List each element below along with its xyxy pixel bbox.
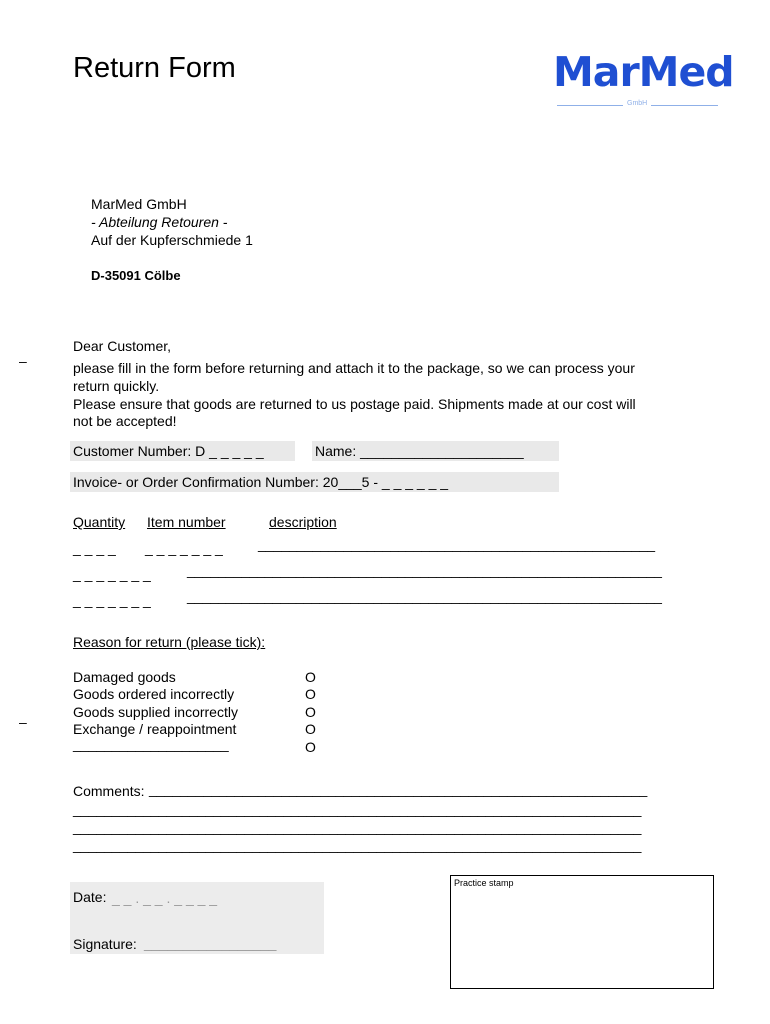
reason-checkbox-damaged[interactable]: O xyxy=(305,669,316,685)
logo-divider-left xyxy=(557,105,623,106)
reason-label-damaged: Damaged goods xyxy=(73,669,176,685)
row-3-description[interactable]: _____________________________________________________________ xyxy=(187,588,662,604)
row-1-item-number[interactable]: _ _ _ _ _ _ _ xyxy=(145,540,223,556)
signature-field[interactable]: _________________ xyxy=(144,935,277,951)
instruction-line-1: please fill in the form before returning and attach it to the package, so we can process your xyxy=(73,360,635,376)
comments-line-2[interactable]: _________________________________________________________________________ xyxy=(73,801,642,817)
row-2-description[interactable]: _____________________________________________________________ xyxy=(187,562,662,578)
practice-stamp-box xyxy=(450,875,714,989)
comments-line-first[interactable]: ________________________________________________________________ xyxy=(149,781,648,797)
comments-label: Comments: xyxy=(73,783,145,799)
logo-subtext: GmbH xyxy=(627,100,648,107)
customer-number-field[interactable]: Customer Number: D _ _ _ _ _ xyxy=(70,441,295,461)
row-3-quantity[interactable]: _ _ _ _ _ _ _ xyxy=(73,592,151,608)
instruction-line-3: Please ensure that goods are returned to us postage paid. Shipments made at our cost will xyxy=(73,396,636,412)
invoice-number-field[interactable]: Invoice- or Order Confirmation Number: 20___5 - _ _ _ _ _ _ xyxy=(70,472,559,492)
address-company: MarMed GmbH xyxy=(91,196,187,212)
logo-divider-right xyxy=(651,105,718,106)
greeting: Dear Customer, xyxy=(73,338,172,354)
row-1-description[interactable]: ___________________________________________________ xyxy=(258,536,656,552)
header-quantity: Quantity xyxy=(73,514,126,530)
reason-label-supplied-incorrectly: Goods supplied incorrectly xyxy=(73,704,238,720)
practice-stamp-label: Practice stamp xyxy=(454,878,514,888)
row-1-quantity[interactable]: _ _ _ _ xyxy=(73,540,116,556)
date-field[interactable]: _ _ . _ _ . _ _ _ _ xyxy=(112,890,218,906)
instruction-line-4: not be accepted! xyxy=(73,413,177,429)
date-label: Date: xyxy=(73,889,107,905)
header-item-number: Item number xyxy=(147,514,226,530)
fold-mark-top: – xyxy=(19,353,27,369)
page-title: Return Form xyxy=(73,52,236,84)
comments-line-3[interactable]: _________________________________________________________________________ xyxy=(73,819,642,835)
marmed-logo: MarMed xyxy=(553,48,734,96)
reason-checkbox-supplied-incorrectly[interactable]: O xyxy=(305,704,316,720)
name-field[interactable]: Name: _____________________ xyxy=(312,441,559,461)
row-2-quantity[interactable]: _ _ _ _ _ _ _ xyxy=(73,566,151,582)
instruction-line-2: return quickly. xyxy=(73,378,160,394)
reason-checkbox-exchange[interactable]: O xyxy=(305,721,316,737)
address-street: Auf der Kupferschmiede 1 xyxy=(91,232,253,248)
address-city: D-35091 Cölbe xyxy=(91,268,181,283)
reason-checkbox-ordered-incorrectly[interactable]: O xyxy=(305,686,316,702)
fold-mark-bottom: – xyxy=(19,714,27,730)
reason-other-field[interactable]: ____________________ xyxy=(73,736,229,752)
address-department: - Abteilung Retouren - xyxy=(91,214,228,230)
signature-label: Signature: xyxy=(73,936,137,952)
reason-checkbox-other[interactable]: O xyxy=(305,739,316,755)
reason-heading: Reason for return (please tick): xyxy=(73,634,266,650)
header-description: description xyxy=(269,514,337,530)
reason-label-exchange: Exchange / reappointment xyxy=(73,721,237,737)
reason-label-ordered-incorrectly: Goods ordered incorrectly xyxy=(73,686,235,702)
comments-line-4[interactable]: _________________________________________________________________________ xyxy=(73,837,642,853)
